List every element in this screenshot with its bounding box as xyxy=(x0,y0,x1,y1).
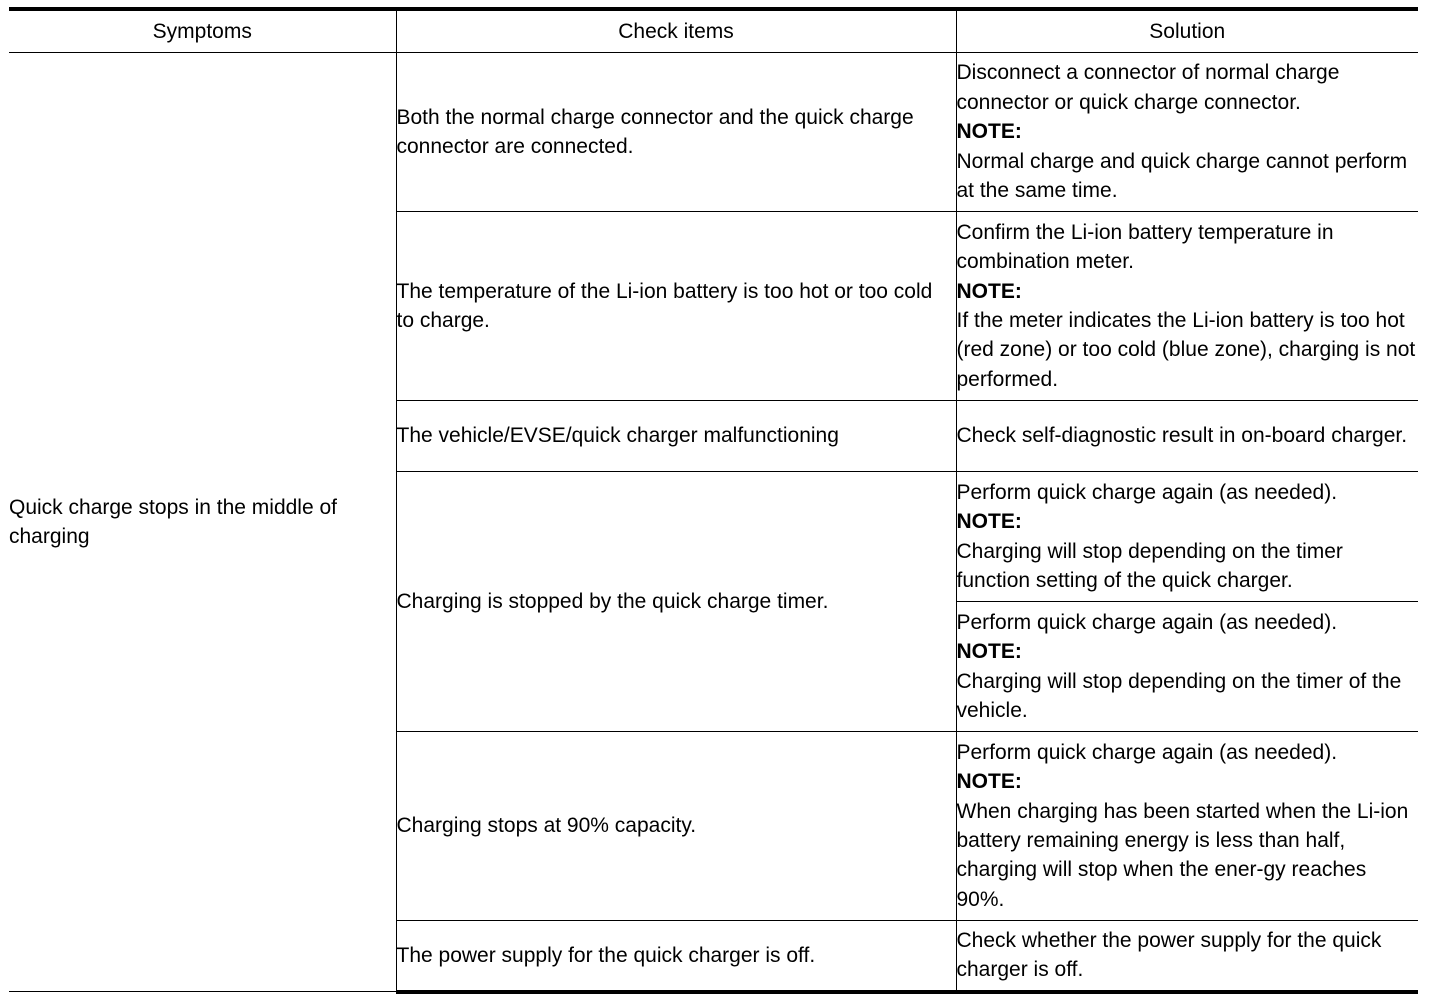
solution-cell xyxy=(956,53,1418,212)
solution-text: Disconnect a connector of normal charge connector or quick charge connector. xyxy=(956,61,1340,114)
note-label: NOTE: xyxy=(956,510,1022,534)
header-symptoms: Symptoms xyxy=(9,9,396,53)
note-label: NOTE: xyxy=(956,640,1022,664)
note-text: If the meter indicates the Li-ion battery is too hot (red zone) or too cold (blue zone), charging is not performed. xyxy=(956,309,1416,391)
check-item-cell: Both the normal charge connector and the quick charge connector are connected. xyxy=(396,53,956,212)
note-label: NOTE: xyxy=(956,770,1022,794)
note-text: Charging will stop depending on the timer function setting of the quick charger. xyxy=(956,539,1343,592)
note-text: When charging has been started when the Li-ion battery remaining energy is less than half, charging will stop when the ener-gy reaches 90%. xyxy=(956,799,1409,911)
header-solution: Solution xyxy=(956,9,1418,53)
solution-text: Check whether the power supply for the quick charger is off. xyxy=(956,928,1382,982)
solution-cell xyxy=(956,921,1418,992)
solution-text: Confirm the Li-ion battery temperature in combination meter. xyxy=(956,220,1334,274)
note-label: NOTE: xyxy=(956,279,1022,303)
solution-text: Check self-diagnostic result in on-board charger. xyxy=(956,424,1408,448)
note-text: Charging will stop depending on the timer of the vehicle. xyxy=(956,669,1402,722)
note-label: NOTE: xyxy=(956,120,1022,144)
solution-text: Perform quick charge again (as needed). xyxy=(956,740,1338,764)
symptom-cell: Quick charge stops in the middle of charging xyxy=(9,53,396,992)
header-check-items: Check items xyxy=(396,9,956,53)
note-text: Normal charge and quick charge cannot perform at the same time. xyxy=(956,149,1408,203)
check-item-cell: Charging is stopped by the quick charge timer. xyxy=(396,472,956,732)
check-item-cell: The temperature of the Li-ion battery is too hot or too cold to charge. xyxy=(396,212,956,401)
solution-cell xyxy=(956,602,1418,732)
solution-text: Perform quick charge again (as needed). xyxy=(956,610,1338,634)
solution-cell xyxy=(956,212,1418,401)
table-row xyxy=(9,53,1418,212)
check-item-cell: The vehicle/EVSE/quick charger malfunctioning xyxy=(396,401,956,472)
solution-text: Perform quick charge again (as needed). xyxy=(956,480,1338,504)
check-item-cell: The power supply for the quick charger is off. xyxy=(396,921,956,992)
solution-cell xyxy=(956,732,1418,921)
solution-cell xyxy=(956,401,1418,472)
table-header-row xyxy=(9,9,1418,53)
check-item-cell: Charging stops at 90% capacity. xyxy=(396,732,956,921)
solution-cell xyxy=(956,472,1418,602)
troubleshooting-table xyxy=(9,7,1418,994)
